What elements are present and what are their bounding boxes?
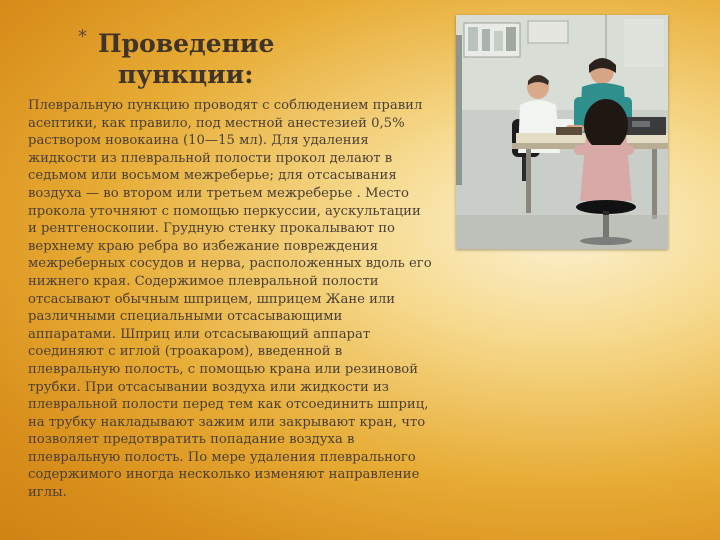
body-line: плевральную полость, с помощью крана или резиновой — [28, 361, 419, 377]
slide-body — [28, 97, 466, 502]
body-line: аппаратами. Шприц или отсасывающий аппарат — [28, 326, 371, 342]
slide-title-line: Проведение — [98, 29, 275, 58]
body-line: соединяют с иглой (троакаром), введенной в — [28, 344, 343, 360]
body-line: отсасывают обычным шприцем, шприцем Жане или — [28, 291, 396, 307]
body-line: жидкости из плевральной полости прокол делают в — [28, 150, 393, 166]
body-line: прокола уточняют с помощью перкуссии, аускультации — [28, 203, 421, 219]
body-line: трубки. При отсасывании воздуха или жидкости из — [28, 379, 389, 395]
body-line: седьмом или восьмом межреберье; для отсасывания — [28, 168, 397, 184]
body-line: различными специальными отсасывающими — [28, 309, 343, 325]
body-line: воздуха — во втором или третьем межреберье . Место — [28, 185, 409, 201]
title-block — [78, 28, 358, 90]
procedure-photo — [456, 15, 668, 249]
body-line: и рентгеноскопии. Грудную стенку прокалывают по — [28, 221, 395, 237]
body-line: на трубку накладывают зажим или закрывают кран, что — [28, 414, 426, 430]
body-line: содержимого иногда несколько изменяют направление — [28, 467, 420, 483]
slide-title-line: пункции: — [118, 60, 254, 89]
title-bullet: * — [78, 26, 87, 47]
body-line: асептики, как правило, под местной анестезией 0,5% — [28, 115, 405, 131]
body-line: иглы. — [28, 485, 67, 501]
body-line: плевральной полости перед тем как отсоединить шприц, — [28, 397, 429, 413]
body-line: позволяет предотвратить попадание воздуха в — [28, 432, 355, 448]
body-line: межреберных сосудов и нерва, расположенных вдоль его — [28, 256, 432, 272]
body-line: плевральную полость. По мере удаления плеврального — [28, 449, 416, 465]
body-line: нижнего края. Содержимое плевральной полости — [28, 273, 379, 289]
slide-title — [78, 28, 358, 90]
body-line: Плевральную пункцию проводят с соблюдением правил — [28, 98, 423, 113]
body-line: раствором новокаина (10—15 мл). Для удаления — [28, 133, 369, 149]
body-line: верхнему краю ребра во избежание повреждения — [28, 238, 379, 254]
